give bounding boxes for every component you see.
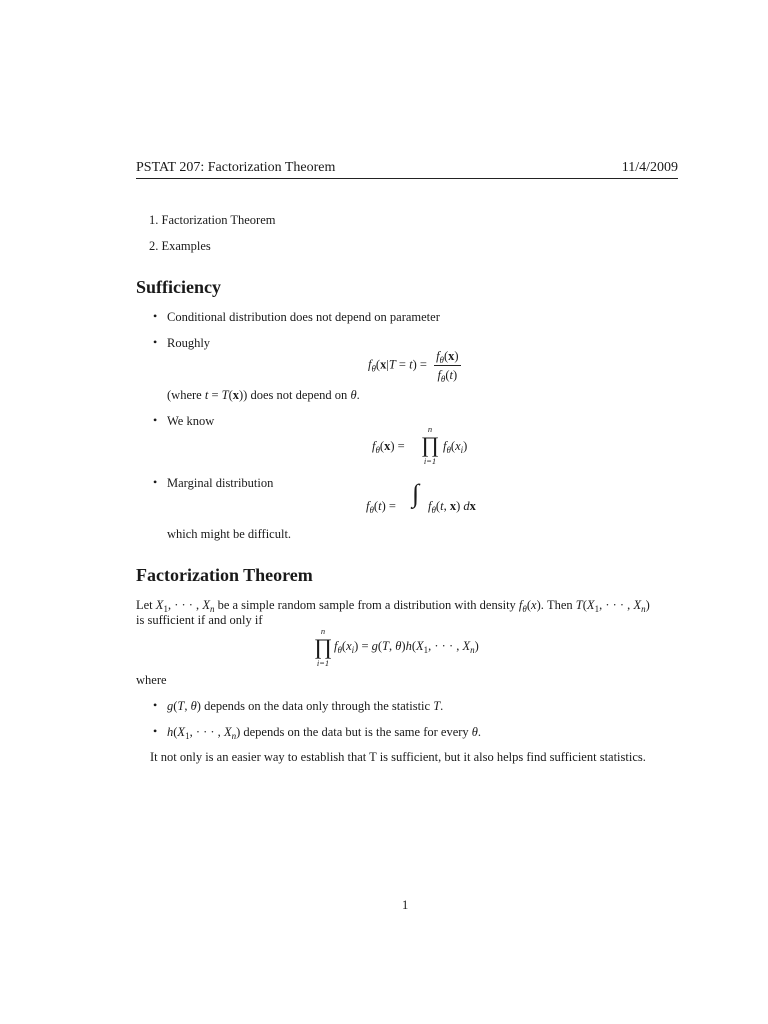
bullet-text: Marginal distribution (167, 476, 274, 490)
equation-conditional: $f_\theta(x|T = t)$ = $\frac{f_\theta(x)}{f_\theta(t)}$ (368, 349, 459, 385)
equation-caption: (where t = T(x)) does not depend on θ. (167, 388, 360, 402)
bullet-text: We know (167, 414, 215, 428)
bullet-text-h: $h(X_1$, · · · , $X_n$) depends on the data but is the same for every θ. (167, 725, 482, 742)
bullet-icon: • (153, 475, 158, 489)
where-label: where (136, 673, 167, 687)
bullet-icon: • (153, 698, 158, 712)
header-rule (136, 178, 678, 179)
header-date: 11/4/2009 (621, 160, 678, 175)
bullet-text-g: g(T, θ) depends on the data only through the statistic T. (167, 699, 444, 713)
header-title: PSTAT 207: Factorization Theorem (136, 160, 336, 175)
theorem-statement-line1: Let $X_1$, · · · , $X_n$ be a simple random sample from a distribution with density $f_\theta(x)$. Then $T(X_1$, · · · , $X_n$) (136, 598, 650, 615)
bullet-icon: • (153, 413, 158, 427)
outline-item: 1. Factorization Theorem (149, 213, 276, 227)
marginal-note: which might be difficult. (167, 527, 292, 541)
section-heading-factorization: Factorization Theorem (136, 565, 313, 585)
section-heading-sufficiency: Sufficiency (136, 277, 221, 297)
bullet-icon: • (153, 335, 158, 349)
theorem-statement-line2: is sufficient if and only if (136, 613, 263, 627)
bullet-icon: • (153, 309, 158, 323)
bullet-text: Roughly (167, 336, 211, 350)
closing-paragraph: It not only is an easier way to establish that T is sufficient, but it also helps find sufficient statistics. (150, 750, 646, 764)
outline-item: 2. Examples (149, 239, 211, 253)
page-number: 1 (402, 898, 409, 912)
bullet-text: Conditional distribution does not depend on parameter (167, 310, 440, 324)
bullet-icon: • (153, 724, 158, 738)
